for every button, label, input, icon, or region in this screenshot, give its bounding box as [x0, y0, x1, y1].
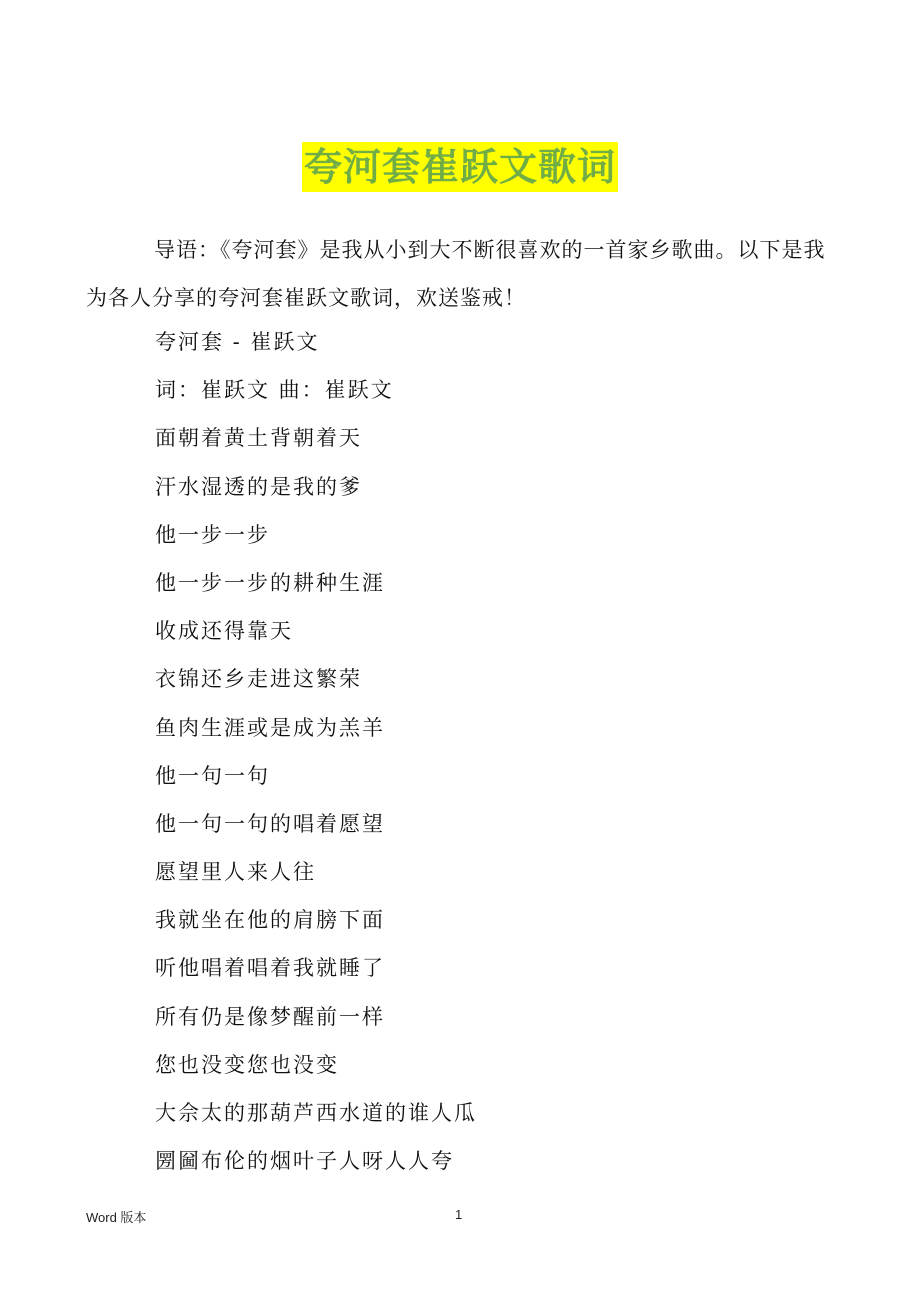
lyric-line: 大佘太的那葫芦西水道的谁人瓜 — [155, 1101, 477, 1125]
lyric-line: 他一句一句的唱着愿望 — [155, 811, 385, 836]
lyrics-list — [155, 318, 835, 1185]
document-title: 夸河套崔跃文歌词 — [302, 142, 618, 192]
lyric-line: 我就坐在他的肩膀下面 — [155, 908, 385, 933]
lyric-line: 衣锦还乡走进这繁荣 — [155, 667, 362, 692]
lyric-line: 夸河套 - 崔跃文 — [155, 330, 320, 354]
lyric-line: 词：崔跃文 曲：崔跃文 — [155, 378, 394, 403]
lyric-line: 他一句一句 — [155, 763, 270, 788]
lyric-line: 所有仍是像梦醒前一样 — [155, 1004, 385, 1029]
lyric-line: 汗水湿透的是我的爹 — [155, 474, 362, 499]
intro-paragraph: 导语：《夸河套》是我从小到大不断很喜欢的一首家乡歌曲。以下是我为各人分享的夸河套崔跃文歌词，欢送鉴戒！ — [86, 238, 826, 310]
lyric-line: 收成还得靠天 — [155, 619, 293, 644]
lyric-line: 面朝着黄土背朝着天 — [155, 426, 362, 451]
title-container — [0, 142, 920, 192]
footer-version-label: Word 版本 — [86, 1210, 147, 1225]
lyric-line: 听他唱着唱着我就睡了 — [155, 956, 385, 981]
lyric-line: 他一步一步 — [155, 522, 270, 547]
lyric-line: 圐圙布伦的烟叶子人呀人人夸 — [155, 1149, 454, 1174]
lyric-line: 愿望里人来人往 — [155, 860, 316, 885]
footer-page-number: 1 — [455, 1207, 463, 1222]
lyric-line: 鱼肉生涯或是成为羔羊 — [155, 715, 385, 740]
lyric-line: 他一步一步的耕种生涯 — [155, 570, 385, 595]
lyric-line: 您也没变您也没变 — [155, 1052, 339, 1077]
